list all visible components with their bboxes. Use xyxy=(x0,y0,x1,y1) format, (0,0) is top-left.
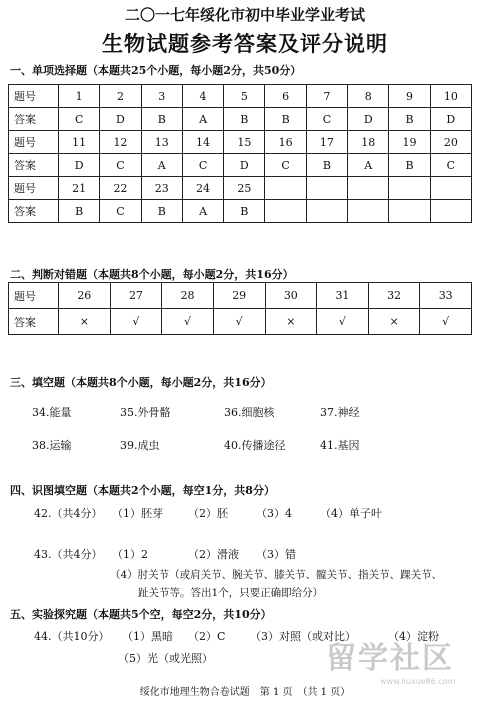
question-number-row xyxy=(9,85,472,108)
answer-cell: × xyxy=(368,309,420,335)
section2-heading: 二、判断对错题（本题共8个小题，每小题2分，共16分） xyxy=(10,268,294,281)
answer-cell: B xyxy=(224,200,265,223)
question-number-cell xyxy=(348,177,389,200)
q44-answer-1: （1）黑暗 xyxy=(122,630,173,643)
answer-cell xyxy=(389,200,430,223)
question-number-cell: 10 xyxy=(430,85,471,108)
question-number-cell: 2 xyxy=(100,85,141,108)
section4-heading: 四、识图填空题（本题共2个小题，每空1分，共8分） xyxy=(10,484,275,497)
answer-cell: D xyxy=(100,108,141,131)
question-number-cell: 26 xyxy=(59,283,111,309)
answer-cell: D xyxy=(224,154,265,177)
q44-label: 44.（共10分） xyxy=(34,630,110,643)
question-number-cell: 16 xyxy=(265,131,306,154)
fill-answer-35: 35.外骨骼 xyxy=(120,406,171,419)
question-number-cell: 24 xyxy=(182,177,223,200)
question-number-cell: 18 xyxy=(348,131,389,154)
q43-answer-2: （2）滑液 xyxy=(188,548,239,561)
fill-answer-41: 41.基因 xyxy=(320,439,360,452)
question-number-cell: 15 xyxy=(224,131,265,154)
answer-row xyxy=(9,200,472,223)
row-label-answer: 答案 xyxy=(9,108,59,131)
row-label-question: 题号 xyxy=(9,85,59,108)
answer-cell xyxy=(306,200,347,223)
answer-cell: √ xyxy=(420,309,472,335)
question-number-cell: 29 xyxy=(213,283,265,309)
row-label-answer: 答案 xyxy=(9,154,59,177)
answer-cell: √ xyxy=(162,309,214,335)
answer-cell: B xyxy=(306,154,347,177)
question-number-cell: 5 xyxy=(224,85,265,108)
question-number-row xyxy=(9,283,472,309)
q42-answer-2: （2）胚 xyxy=(188,507,228,520)
answer-cell: C xyxy=(265,154,306,177)
q43-answer-3: （3）错 xyxy=(256,548,296,561)
row-label-question: 题号 xyxy=(9,177,59,200)
fill-answer-39: 39.成虫 xyxy=(120,439,160,452)
fill-answer-37: 37.神经 xyxy=(320,406,360,419)
row-label-question: 题号 xyxy=(9,283,59,309)
question-number-cell: 6 xyxy=(265,85,306,108)
answer-row xyxy=(9,154,472,177)
question-number-cell: 14 xyxy=(182,131,223,154)
question-number-cell xyxy=(430,177,471,200)
answer-cell: C xyxy=(430,154,471,177)
fill-answer-36: 36.细胞核 xyxy=(224,406,275,419)
answer-cell: C xyxy=(100,200,141,223)
question-number-cell: 1 xyxy=(59,85,100,108)
q44-answer-5: （5）光（或光照） xyxy=(118,652,213,665)
answer-cell: C xyxy=(59,108,100,131)
section5-heading: 五、实验探究题（本题共5个空，每空2分，共10分） xyxy=(10,608,272,621)
answer-cell: B xyxy=(389,108,430,131)
answer-cell: D xyxy=(348,108,389,131)
answer-cell: B xyxy=(59,200,100,223)
q42-answer-4: （4）单子叶 xyxy=(320,507,382,520)
answer-cell: B xyxy=(141,108,182,131)
section1-heading: 一、单项选择题（本题共25个小题，每小题2分，共50分） xyxy=(10,64,302,77)
question-number-cell: 27 xyxy=(110,283,162,309)
answer-cell: A xyxy=(348,154,389,177)
row-label-answer: 答案 xyxy=(9,200,59,223)
q42-answer-3: （3）4 xyxy=(256,507,292,520)
question-number-cell: 25 xyxy=(224,177,265,200)
answer-cell: C xyxy=(306,108,347,131)
q43-label: 43.（共4分） xyxy=(34,548,103,561)
fill-answer-40: 40.传播途径 xyxy=(224,439,286,452)
answer-cell xyxy=(265,200,306,223)
question-number-cell xyxy=(306,177,347,200)
exam-title: 二〇一七年绥化市初中毕业学业考试 xyxy=(124,6,365,24)
question-number-cell: 20 xyxy=(430,131,471,154)
answer-row xyxy=(9,108,472,131)
fill-answer-34: 34.能量 xyxy=(32,406,72,419)
question-number-cell: 8 xyxy=(348,85,389,108)
q43-answer-1: （1）2 xyxy=(112,548,148,561)
answer-cell: B xyxy=(265,108,306,131)
question-number-cell: 30 xyxy=(265,283,317,309)
question-number-cell xyxy=(389,177,430,200)
document-title: 生物试题参考答案及评分说明 xyxy=(102,31,388,56)
q42-label: 42.（共4分） xyxy=(34,507,103,520)
question-number-cell xyxy=(265,177,306,200)
watermark-url: www.liuxue86.com xyxy=(380,677,456,686)
question-number-cell: 4 xyxy=(182,85,223,108)
question-number-row xyxy=(9,131,472,154)
fill-answer-38: 38.运输 xyxy=(32,439,72,452)
answer-cell: D xyxy=(430,108,471,131)
answer-cell xyxy=(430,200,471,223)
row-label-question: 题号 xyxy=(9,131,59,154)
answer-cell: × xyxy=(265,309,317,335)
question-number-cell: 17 xyxy=(306,131,347,154)
answer-cell: C xyxy=(182,154,223,177)
answer-cell: D xyxy=(59,154,100,177)
question-number-cell: 21 xyxy=(59,177,100,200)
page-footer: 绥化市地理生物合卷试题 第 1 页 （共 1 页） xyxy=(139,687,351,698)
answer-cell: C xyxy=(100,154,141,177)
answer-cell: B xyxy=(389,154,430,177)
answer-cell: × xyxy=(59,309,111,335)
q43-answer-4-line2: 趾关节等。答出1个，只要正确即给分） xyxy=(138,587,324,599)
q44-answer-3: （3）对照（或对比） xyxy=(250,630,356,643)
q43-answer-4-line1: （4）肘关节（或肩关节、腕关节、膝关节、髋关节、指关节、踝关节、 xyxy=(110,569,443,581)
question-number-cell: 12 xyxy=(100,131,141,154)
tf-answer-table xyxy=(8,282,472,335)
watermark-logo xyxy=(326,633,476,686)
q42-answer-1: （1）胚芽 xyxy=(112,507,163,520)
answer-cell: A xyxy=(182,200,223,223)
q44-answer-4: （4）淀粉 xyxy=(388,630,439,643)
answer-cell: √ xyxy=(110,309,162,335)
answer-cell: B xyxy=(224,108,265,131)
section3-heading: 三、填空题（本题共8个小题，每小题2分，共16分） xyxy=(10,376,272,389)
answer-cell: √ xyxy=(317,309,369,335)
watermark-text: 留学社区 xyxy=(326,641,454,676)
question-number-cell: 13 xyxy=(141,131,182,154)
question-number-cell: 22 xyxy=(100,177,141,200)
answer-cell: √ xyxy=(213,309,265,335)
answer-cell: A xyxy=(182,108,223,131)
answer-cell xyxy=(348,200,389,223)
question-number-cell: 23 xyxy=(141,177,182,200)
row-label-answer: 答案 xyxy=(9,309,59,335)
question-number-cell: 19 xyxy=(389,131,430,154)
answer-cell: B xyxy=(141,200,182,223)
question-number-cell: 3 xyxy=(141,85,182,108)
answer-cell: A xyxy=(141,154,182,177)
question-number-cell: 32 xyxy=(368,283,420,309)
mc-answer-table xyxy=(8,84,472,223)
question-number-row xyxy=(9,177,472,200)
question-number-cell: 33 xyxy=(420,283,472,309)
question-number-cell: 9 xyxy=(389,85,430,108)
question-number-cell: 31 xyxy=(317,283,369,309)
question-number-cell: 7 xyxy=(306,85,347,108)
question-number-cell: 28 xyxy=(162,283,214,309)
question-number-cell: 11 xyxy=(59,131,100,154)
answer-row xyxy=(9,309,472,335)
q44-answer-2: （2）C xyxy=(188,630,226,643)
